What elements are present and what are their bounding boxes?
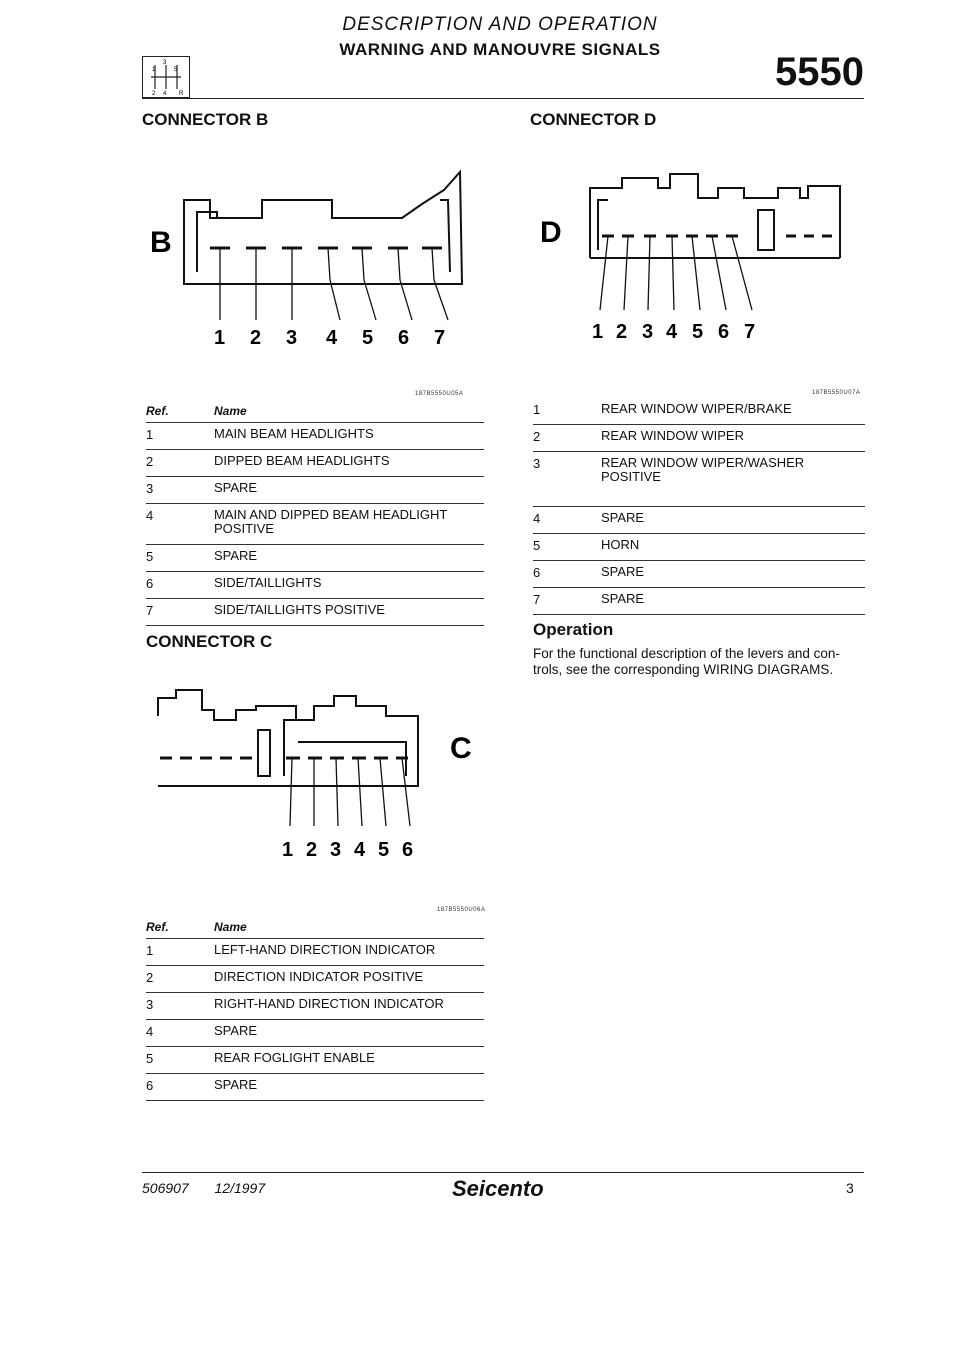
connector-d-pin: 2 (616, 321, 628, 343)
row-name-line1: MAIN AND DIPPED BEAM HEADLIGHT (214, 507, 448, 522)
connector-b-pin: 4 (326, 327, 338, 349)
gearshift-icon (143, 57, 189, 97)
header-subtitle: WARNING AND MANOUVRE SIGNALS (339, 40, 661, 59)
doc-date: 12/1997 (214, 1180, 266, 1196)
table-row (146, 545, 484, 572)
table-row (146, 1020, 484, 1047)
row-name-line2: POSITIVE (601, 469, 661, 484)
table-row (146, 423, 484, 450)
row-name: SPARE (601, 564, 645, 579)
row-name: MAIN BEAM HEADLIGHTS (214, 426, 374, 441)
connector-d-drawing-code: 187B5550U07A (812, 390, 861, 396)
connector-c-pin: 5 (378, 839, 390, 861)
connector-c-pin: 1 (282, 839, 294, 861)
row-name: DIRECTION INDICATOR POSITIVE (214, 969, 423, 984)
connector-c-drawing-code: 187B5550U06A (437, 907, 486, 913)
connector-c-pin: 4 (354, 839, 366, 861)
gearshift-logo (142, 56, 190, 98)
connector-d-pin: 6 (718, 321, 730, 343)
table-row (533, 398, 865, 425)
table-row (533, 507, 865, 534)
table-row (146, 939, 484, 966)
row-ref: 5 (533, 538, 541, 553)
connector-d-table (533, 398, 865, 615)
col-ref-header: Ref. (146, 404, 169, 418)
section-number: 5550 (775, 50, 864, 94)
row-ref: 3 (533, 456, 541, 471)
footer-doc-info (142, 1180, 265, 1196)
page-number: 3 (846, 1180, 854, 1196)
footer-rule (142, 1172, 864, 1173)
table-row (533, 561, 865, 588)
row-name: REAR WINDOW WIPER (601, 428, 744, 443)
svg-text:R: R (179, 91, 184, 97)
row-ref: 4 (533, 511, 541, 526)
row-name: HORN (601, 537, 640, 552)
row-ref: 1 (146, 943, 154, 958)
row-name-line1: REAR WINDOW WIPER/WASHER (601, 455, 805, 470)
connector-d-pin: 1 (592, 321, 604, 343)
row-name: SPARE (214, 1077, 258, 1092)
row-ref: 4 (146, 508, 154, 523)
svg-text:3: 3 (163, 60, 167, 66)
table-row (146, 1047, 484, 1074)
row-name: SPARE (601, 591, 645, 606)
connector-c-pin: 2 (306, 839, 318, 861)
row-name: REAR FOGLIGHT ENABLE (214, 1050, 375, 1065)
row-ref: 6 (146, 1078, 154, 1093)
connector-b-pin: 7 (434, 327, 446, 349)
operation-title: Operation (533, 620, 614, 639)
row-ref: 3 (146, 997, 154, 1012)
table-row (146, 504, 484, 545)
connector-d-pin: 3 (642, 321, 654, 343)
svg-text:4: 4 (163, 91, 167, 97)
table-row (533, 534, 865, 561)
row-name (601, 456, 804, 484)
header-description: DESCRIPTION AND OPERATION (342, 14, 658, 35)
row-ref: 7 (146, 603, 154, 618)
row-name: REAR WINDOW WIPER/BRAKE (601, 401, 792, 416)
row-ref: 2 (146, 970, 154, 985)
svg-text:5: 5 (174, 67, 178, 73)
table-row (533, 425, 865, 452)
connector-b-diagram (142, 160, 487, 360)
row-name: SIDE/TAILLIGHTS POSITIVE (214, 602, 385, 617)
table-header (146, 398, 484, 423)
col-name-header: Name (214, 920, 247, 934)
row-ref: 4 (146, 1024, 154, 1039)
connector-b-pin: 5 (362, 327, 374, 349)
row-name-line2: POSITIVE (214, 521, 274, 536)
row-ref: 1 (533, 402, 541, 417)
row-ref: 2 (146, 454, 154, 469)
connector-b-title: CONNECTOR B (142, 110, 269, 129)
row-ref: 7 (533, 592, 541, 607)
row-name: SPARE (214, 548, 258, 563)
row-name: DIPPED BEAM HEADLIGHTS (214, 453, 390, 468)
table-row (146, 572, 484, 599)
connector-d-pin: 5 (692, 321, 704, 343)
operation-text-line1: For the functional description of the levers and con- (533, 646, 840, 661)
header-rule (142, 98, 864, 99)
row-ref: 3 (146, 481, 154, 496)
connector-d-letter: D (540, 216, 562, 249)
operation-text (533, 646, 868, 678)
table-row (146, 1074, 484, 1101)
row-name: LEFT-HAND DIRECTION INDICATOR (214, 942, 436, 957)
row-ref: 6 (146, 576, 154, 591)
connector-b-pin: 1 (214, 327, 226, 349)
row-name: SPARE (214, 480, 258, 495)
row-name: SIDE/TAILLIGHTS (214, 575, 322, 590)
connector-b-letter: B (150, 226, 172, 259)
connector-b-pin: 6 (398, 327, 410, 349)
svg-text:2: 2 (152, 91, 156, 97)
connector-c-title: CONNECTOR C (146, 632, 273, 651)
svg-text:1: 1 (152, 67, 156, 73)
table-row (146, 477, 484, 504)
operation-text-line2: trols, see the corresponding WIRING DIAGRAMS. (533, 662, 834, 677)
col-ref-header: Ref. (146, 920, 169, 934)
brand-logo: Seicento (452, 1176, 544, 1201)
table-row (146, 993, 484, 1020)
connector-c-letter: C (450, 732, 472, 765)
connector-d-pin: 4 (666, 321, 678, 343)
row-ref: 6 (533, 565, 541, 580)
connector-d-diagram (530, 170, 865, 350)
connector-b-pin: 3 (286, 327, 298, 349)
row-name: SPARE (214, 1023, 258, 1038)
connector-d-pin: 7 (744, 321, 756, 343)
table-row (533, 452, 865, 507)
connector-c-diagram (146, 686, 491, 866)
connector-b-pin: 2 (250, 327, 262, 349)
row-name: SPARE (601, 510, 645, 525)
doc-number: 506907 (142, 1180, 189, 1196)
table-row (146, 966, 484, 993)
table-row (146, 599, 484, 626)
connector-b-table (146, 398, 484, 626)
table-header (146, 914, 484, 939)
table-row (146, 450, 484, 477)
row-ref: 2 (533, 429, 541, 444)
connector-c-table (146, 914, 484, 1101)
connector-c-pin: 3 (330, 839, 342, 861)
row-ref: 5 (146, 549, 154, 564)
row-ref: 1 (146, 427, 154, 442)
connector-c-pin: 6 (402, 839, 414, 861)
table-row (533, 588, 865, 615)
row-name: RIGHT-HAND DIRECTION INDICATOR (214, 996, 444, 1011)
connector-d-title: CONNECTOR D (530, 110, 657, 129)
col-name-header: Name (214, 404, 247, 418)
connector-b-drawing-code: 187B5550U05A (415, 391, 464, 397)
row-name (214, 508, 447, 536)
row-ref: 5 (146, 1051, 154, 1066)
